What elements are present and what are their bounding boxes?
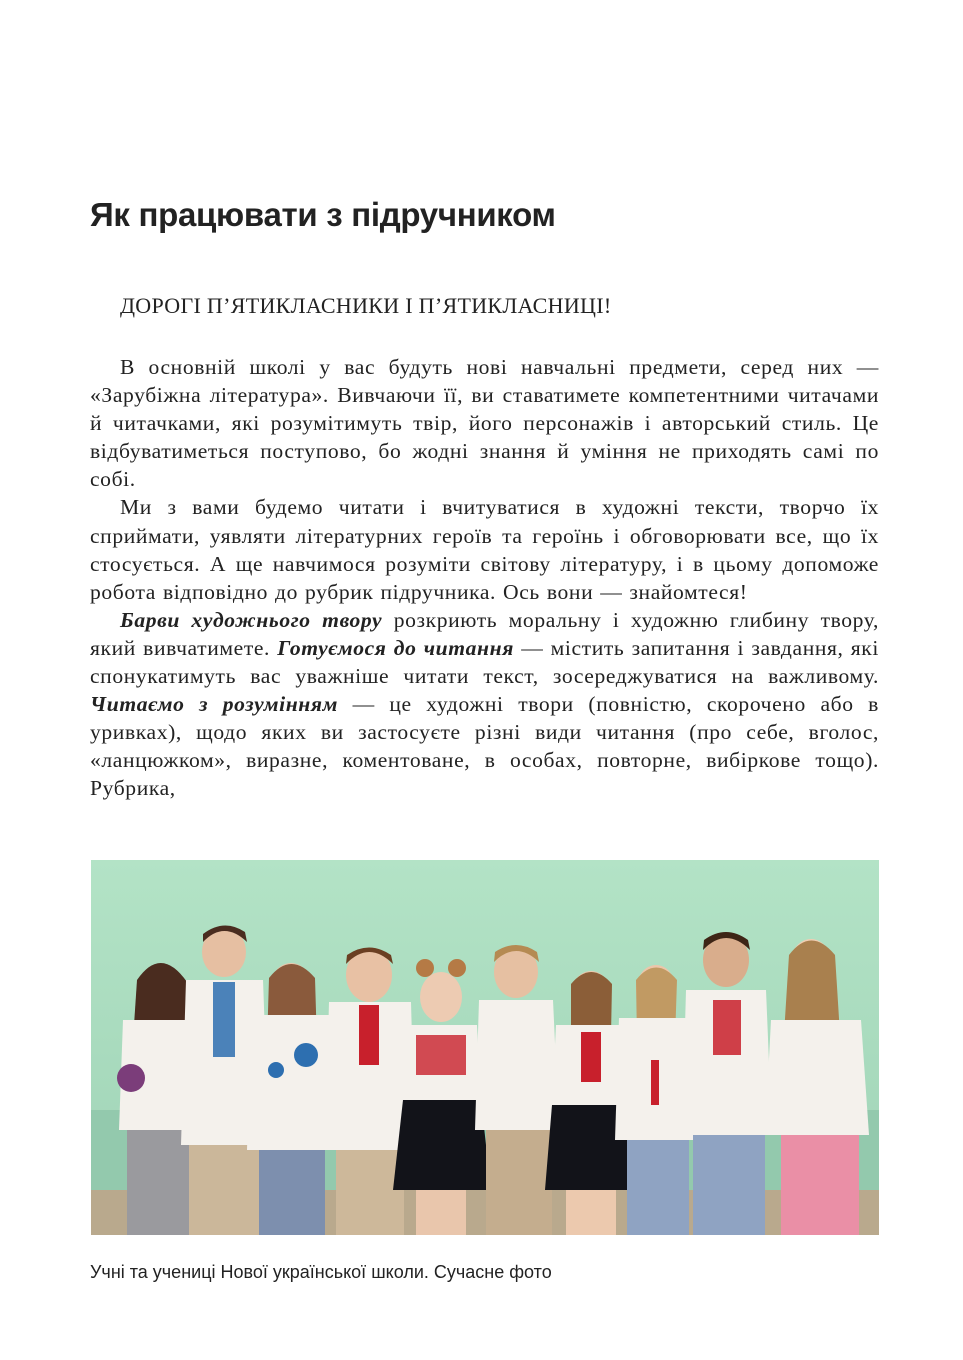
greeting: ДОРОГІ П’ЯТИКЛАСНИКИ І П’ЯТИКЛАСНИЦІ! [120, 293, 612, 318]
rubric-name: Барви художнього твору [120, 607, 383, 632]
rubric-description: — містить запитання і завдання, які спонукатимуть вас уважніше читати текст, зосереджуватися на важливому. [90, 635, 879, 689]
paragraph-reading: Ми з вами будемо читати і вчитуватися в художні тексти, творчо їх сприймати, уявляти літературних героїв та героїнь і обговорювати все, що їх стосується. А ще навчимося розуміти світову літературу, і в цьому допоможе робота відповідно до рубрик підручника. Ось вони — знайомтеся! [90, 495, 879, 604]
rubric-name: Готуємося до читання [277, 635, 514, 660]
class-photo [91, 860, 879, 1235]
paragraph-rubrics [90, 606, 879, 803]
photo-caption: Учні та учениці Нової української школи. Сучасне фото [90, 1262, 552, 1282]
page-title: Як працювати з підручником [90, 196, 556, 233]
rubric-description: розкриють моральну і художню глибину твору, який вивчатимете. [90, 607, 880, 660]
rubric-name: Читаємо з розумінням [90, 692, 339, 717]
paragraph-intro: В основній школі у вас будуть нові навчальні предмети, серед них — «Зарубіжна література». Вивчаючи її, ви ставатимете компетентними читачами й читачками, які розумітимуть твір, його персонажів і авторський стиль. Це відбуватиметься поступово, бо жодні знання й уміння не приходять самі по собі. [90, 355, 879, 492]
rubric-description: — це художні твори (повністю, скорочено або в уривках), щодо яких ви застосуєте різні види читання (про себе, вголос, «ланцюжком», виразне, коментоване, в особах, повторне, вибіркове тощо). Рубрика, [90, 692, 879, 801]
body-text [90, 353, 879, 803]
